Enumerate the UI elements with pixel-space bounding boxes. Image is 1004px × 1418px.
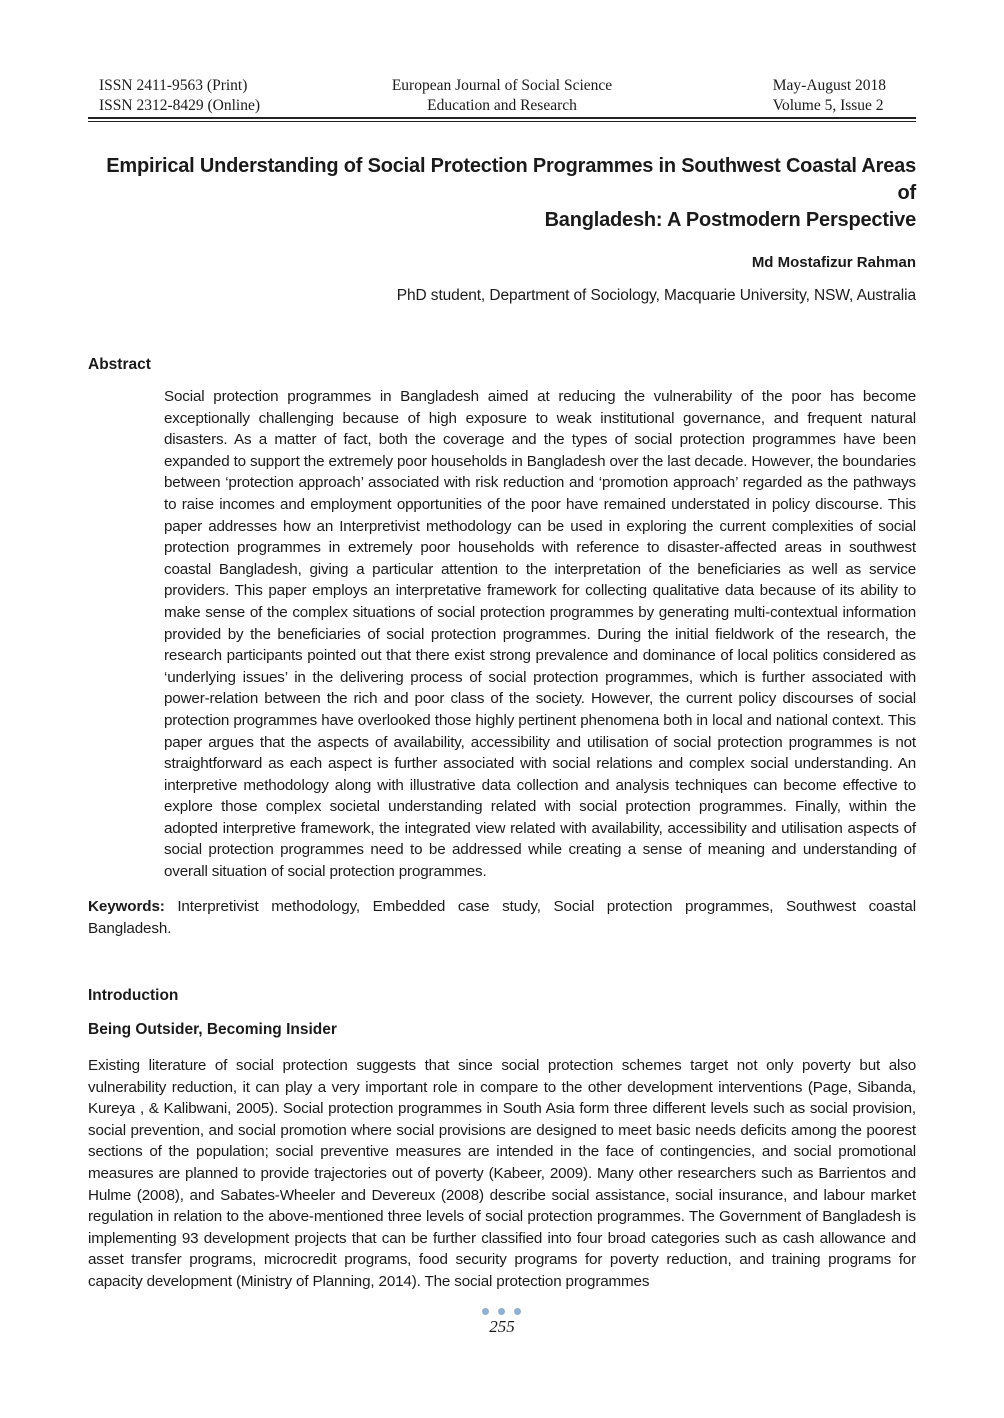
journal-name-line2: Education and Research [427, 97, 577, 114]
footer-dot [498, 1308, 505, 1315]
issn-online: ISSN 2312-8429 (Online) [99, 97, 261, 114]
journal-name-line1: European Journal of Social Science [391, 77, 613, 94]
issue-info [773, 76, 886, 116]
abstract-text: Social protection programmes in Bangladesh aimed at reducing the vulnerability of the poor has become exceptionally challenging because of high exposure to weak institutional governance, and frequent natural disasters. As a matter of fact, both the coverage and the types of social protection programmes have been expanded to support the extremely poor households in Bangladesh over the last decade. However, the boundaries between ‘protection approach’ associated with risk reduction and ‘promotion approach’ regarded as the pathways to raise incomes and employment opportunities of the poor have remained understated in policy discourse. This paper addresses how an Interpretivist methodology can be used in exploring the current complexities of social protection programmes in extremely poor households with reference to disaster-affected areas in southwest coastal Bangladesh, giving a particular attention to the interpretation of the beneficiaries as well as service providers. This paper employs an interpretative framework for collecting qualitative data because of its ability to make sense of the complex situations of social protection programmes by generating multi-contextual information provided by the beneficiaries of social protection programmes. During the initial fieldwork of the research, the research participants pointed out that there exist strong prevalence and dominance of local politics considered as ‘underlying issues’ in the delivering process of social protection programmes, which is further associated with power-relation between the rich and poor class of the society. However, the current policy discourses of social protection programmes have overlooked those highly pertinent phenomena both in local and national context. This paper argues that the aspects of availability, accessibility and utilisation of social protection programmes is not straightforward as each aspect is further associated with social relations and complex social understanding. An interpretive methodology along with illustrative data collection and analysis techniques can become effective to explore those complex societal understanding related with social protection programmes. Finally, within the adopted interpretive framework, the integrated view related with availability, accessibility and utilisation aspects of social protection programmes need to be addressed while creating a sense of meaning and understanding of overall situation of social protection programmes. [164, 388, 916, 881]
page-number: 255 [489, 1317, 515, 1336]
paper-title-line1: Empirical Understanding of Social Protection Programmes in Southwest Coastal Areas of [106, 155, 916, 204]
keywords [88, 896, 916, 939]
keywords-text: Interpretivist methodology, Embedded case study, Social protection programmes, Southwest coastal Bangladesh. [88, 898, 916, 937]
author-name: Md Mostafizur Rahman [751, 254, 916, 271]
author-affiliation: PhD student, Department of Sociology, Macquarie University, NSW, Australia [396, 287, 916, 304]
header-rule-thick [88, 117, 916, 119]
paper-title-line2: Bangladesh: A Postmodern Perspective [544, 209, 916, 231]
issue-volume: Volume 5, Issue 2 [772, 97, 884, 114]
footer-dot [514, 1308, 521, 1315]
header-rule-thin [88, 121, 916, 122]
paper-title [100, 153, 916, 234]
abstract-heading: Abstract [88, 356, 151, 373]
footer-dot [482, 1308, 489, 1315]
introduction-heading: Introduction [88, 987, 179, 1004]
issue-date: May-August 2018 [772, 77, 886, 94]
issn-print: ISSN 2411-9563 (Print) [99, 77, 248, 94]
keywords-label: Keywords: [88, 898, 165, 915]
running-header [88, 76, 916, 118]
subsection-heading: Being Outsider, Becoming Insider [88, 1021, 337, 1038]
introduction-paragraph: Existing literature of social protection suggests that since social protection schemes target not only poverty but also vulnerability reduction, it can play a very important role in compare to the other development interventions (Page, Sibanda, Kureya , & Kalibwani, 2005). Social protection programmes in South Asia form three different levels such as social provision, social prevention, and social promotion where social provisions are designed to meet basic needs deficits among the poorest sections of the population; social preventive measures are intended in the face of contingencies, and social promotional measures are planned to provide trajectories out of poverty (Kabeer, 2009). Many other researchers such as Barrientos and Hulme (2008), and Sabates-Wheeler and Devereux (2008) describe social assistance, social insurance, and labour market regulation in relation to the above-mentioned three levels of social protection programmes. The Government of Bangladesh is implementing 93 development projects that can be further classified into four broad categories such as cash allowance and asset transfer programs, microcredit programs, food security programs for poverty reduction, and training programs for capacity development (Ministry of Planning, 2014). The social protection programmes [88, 1057, 916, 1290]
